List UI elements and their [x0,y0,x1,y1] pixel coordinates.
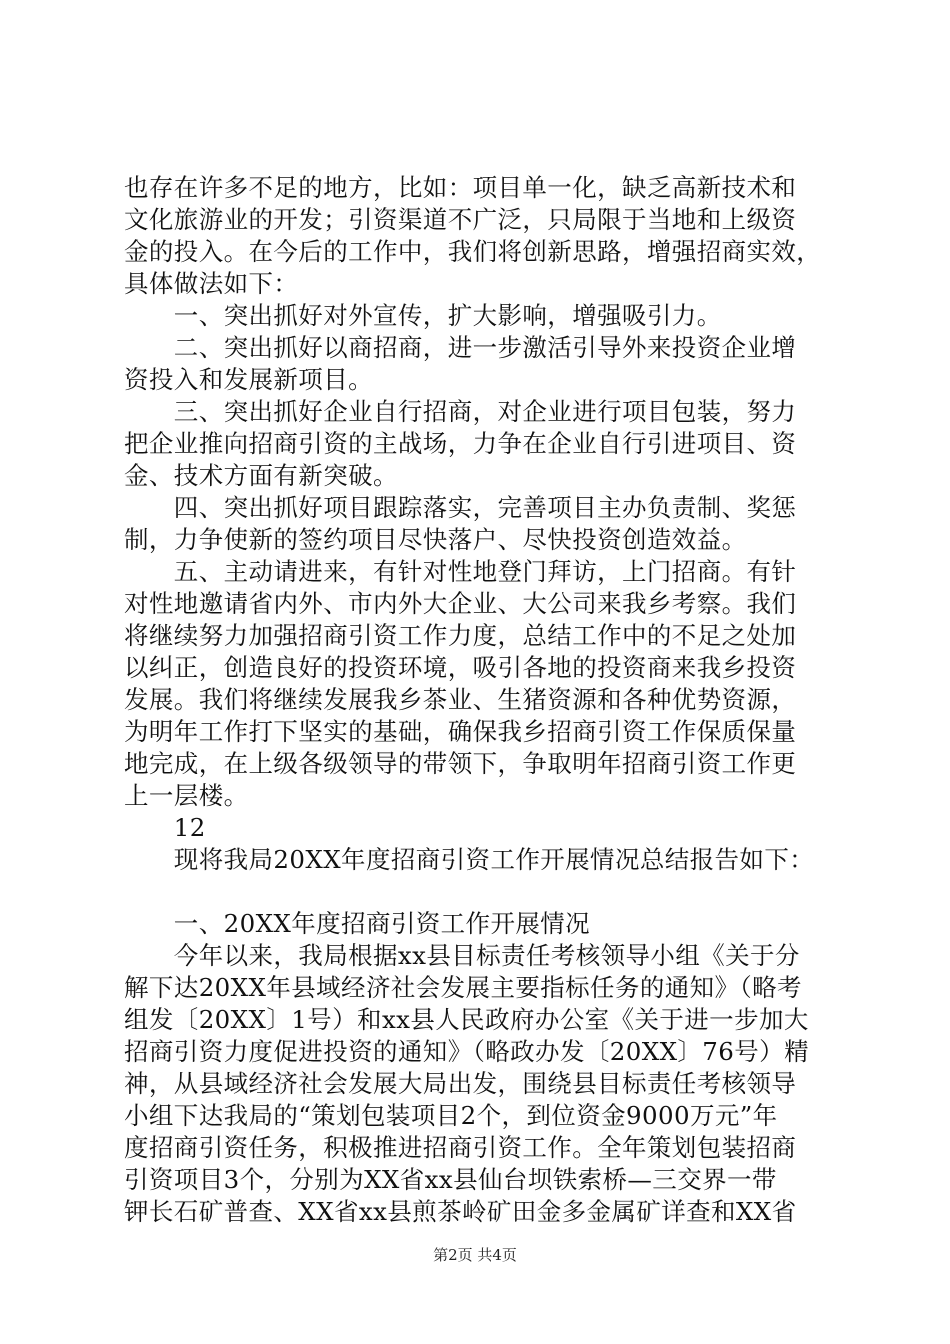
page-footer: 第2页 共4页 [433,1246,517,1264]
text-line: 二、突出抓好以商招商，进一步激活引导外来投资企业增 [124,333,797,362]
text-line: 上一层楼。 [124,781,249,810]
text-line: 以纠正，创造良好的投资环境，吸引各地的投资商来我乡投资 [124,653,797,682]
text-line: 文化旅游业的开发；引资渠道不广泛，只局限于当地和上级资 [124,205,797,234]
text-line: 对性地邀请省内外、市内外大企业、大公司来我乡考察。我们 [124,589,797,618]
text-line: 小组下达我局的“策划包装项目2个，到位资金9000万元”年 [124,1101,778,1130]
text-line: 度招商引资任务，积极推进招商引资工作。全年策划包装招商 [124,1133,797,1162]
text-line: 地完成，在上级各级领导的带领下，争取明年招商引资工作更 [124,749,797,778]
text-line: 四、突出抓好项目跟踪落实，完善项目主办负责制、奖惩 [124,493,797,522]
text-line: 今年以来，我局根据xx县目标责任考核领导小组《关于分 [124,941,800,970]
text-line: 五、主动请进来，有针对性地登门拜访，上门招商。有针 [124,557,797,586]
text-line: 也存在许多不足的地方，比如：项目单一化，缺乏高新技术和 [124,173,797,202]
text-line: 三、突出抓好企业自行招商，对企业进行项目包装，努力 [124,397,797,426]
text-line: 招商引资力度促进投资的通知》（略政办发〔20XX〕76号）精 [124,1037,809,1066]
text-line: 将继续努力加强招商引资工作力度，总结工作中的不足之处加 [124,621,797,650]
text-line: 金、技术方面有新突破。 [124,461,398,490]
text-line: 钾长石矿普查、XX省xx县煎茶岭矿田金多金属矿详查和XX省 [124,1197,797,1226]
text-line: 资投入和发展新项目。 [124,365,373,394]
text-line: 神，从县域经济社会发展大局出发，围绕县目标责任考核领导 [124,1069,797,1098]
text-line: 具体做法如下： [124,269,299,298]
text-line: 解下达20XX年县域经济社会发展主要指标任务的通知》（略考 [124,973,802,1002]
text-line: 发展。我们将继续发展我乡茶业、生猪资源和各种优势资源， [124,685,797,714]
text-line: 引资项目3个，分别为XX省xx县仙台坝铁索桥—三交界一带 [124,1165,777,1194]
text-line: 12 [124,813,206,842]
text-line: 一、突出抓好对外宣传，扩大影响，增强吸引力。 [124,301,722,330]
section-heading: 一、20XX年度招商引资工作开展情况 [124,909,591,938]
text-line: 把企业推向招商引资的主战场，力争在企业自行引进项目、资 [124,429,797,458]
text-line: 组发〔20XX〕1号）和xx县人民政府办公室《关于进一步加大 [124,1005,809,1034]
text-line: 为明年工作打下坚实的基础，确保我乡招商引资工作保质保量 [124,717,797,746]
text-line: 制，力争使新的签约项目尽快落户、尽快投资创造效益。 [124,525,747,554]
text-line: 金的投入。在今后的工作中，我们将创新思路，增强招商实效， [124,237,822,266]
text-line: 现将我局20XX年度招商引资工作开展情况总结报告如下： [124,845,815,874]
